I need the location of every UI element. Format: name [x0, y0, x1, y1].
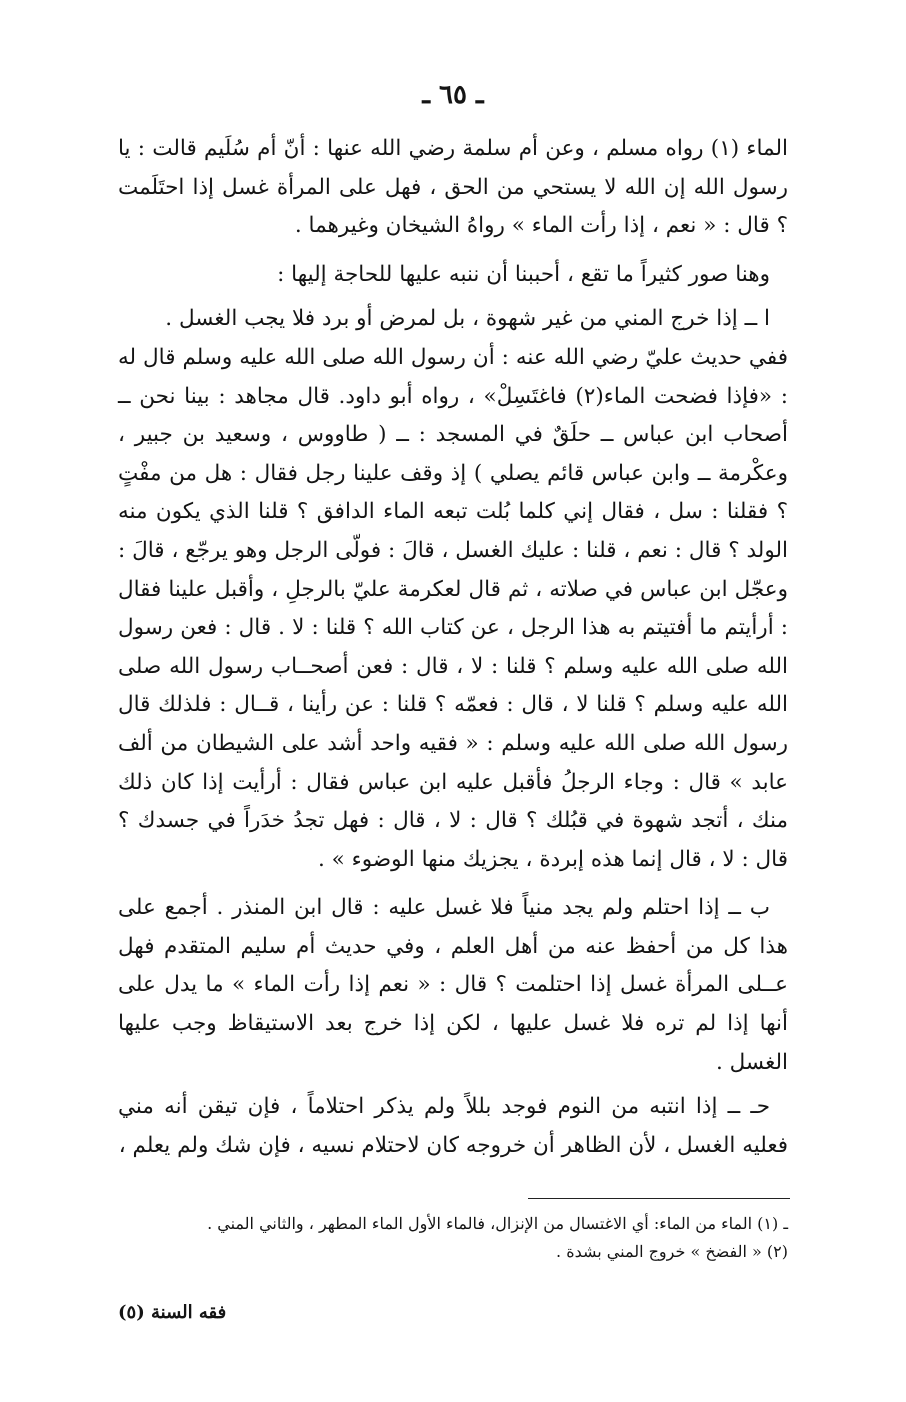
paragraph-case-b: ب ــ إذا احتلم ولم يجد منياً فلا غسل عليه : قال ابن المنذر . أجمع على هذا كل من أحفظ عنه من أهل العلم ، وفي حديث أم سليم المتقدم فهل عــلى المرأة غسل إذا احتلمت ؟ قال : « نعم إذا رأت الماء » ما يدل على أنها إذا لم تره فلا غسل عليها ، لكن إذا خرج بعد الاستيقاظ وجب عليها الغسل . [118, 895, 788, 1075]
main-text [118, 130, 788, 1165]
footnote-separator [528, 1198, 790, 1199]
page-number: ـ ٦٥ ـ [422, 80, 484, 110]
paragraph-case-a: ا ــ إذا خرج المني من غير شهوة ، بل لمرض أو برد فلا يجب الغسل . [165, 306, 770, 332]
paragraph-hadith-umm-sulaym: الماء (١) رواه مسلم ، وعن أم سلمة رضي الله عنها : أنّ أم سُلَيم قالت : يا رسول الله إن الله لا يستحي من الحق ، فهل على المرأة غسل إذا احتَلَمت ؟ قال : « نعم ، إذا رأت الماء » رواهُ الشيخان وغيرهما . [118, 136, 788, 239]
paragraph-intro-cases: وهنا صور كثيراً ما تقع ، أحببنا أن ننبه عليها للحاجة إليها : [277, 261, 770, 287]
footnote-1: ـ (١) الماء من الماء: أي الاغتسال من الإنزال، فالماء الأول الماء المطهر ، والثاني المني . [207, 1214, 788, 1233]
footnote-2: (٢) « الفضخ » خروج المني بشدة . [556, 1242, 788, 1261]
paragraph-hadith-ali: ففي حديث عليّ رضي الله عنه : أن رسول الله صلى الله عليه وسلم قال له : «فإذا فضحت الماء(٢) فاغتَسِلْ» ، رواه أبو داود. قال مجاهد : بينا نحن ــ أصحاب ابن عباس ــ حلَقٌ في المسجد : ــ ( طاووس ، وسعيد بن جبير ، وعكْرمة ــ وابن عباس قائم يصلي ) إذ وقف علينا رجل فقال : هل من مفْتٍ ؟ فقلنا : سل ، فقال إني كلما بُلت تبعه الماء الدافق ؟ قلنا الذي يكون منه الولد ؟ قال : نعم ، قلنا : عليك الغسل ، قالَ : فولّى الرجل وهو يرجّع ، قالَ : وعجّل ابن عباس في صلاته ، ثم قال لعكرمة عليّ بالرجلِ ، وأقبل علينا فقال : أرأيتم ما أفتيتم به هذا الرجل ، عن كتاب الله ؟ قلنا : لا . قال : فعن رسول الله صلى الله عليه وسلم ؟ قلنا : لا ، قال : فعن أصحــاب رسول الله صلى الله عليه وسلم ؟ قلنا لا ، قال : فعمّه ؟ قلنا : عن رأينا ، قــال : فلذلك قال رسول الله صلى الله عليه وسلم : « فقيه واحد أشد على الشيطان من ألف عابد » قال : وجاء الرجلُ فأقبل عليه ابن عباس فقال : أرأيت إذا كان ذلك منك ، أتجد شهوة في قبُلك ؟ قال : لا ، قال : فهل تجدُ خدَراً في جسدك ؟ قال : لا ، قال إنما هذه إبردة ، يجزيك منها الوضوء » . [118, 344, 788, 872]
book-title-text: فقه السنة (٥) [118, 1302, 227, 1323]
book-title-footer [118, 1302, 318, 1323]
footnotes [140, 1210, 788, 1266]
paragraph-case-c: حـ ــ إذا انتبه من النوم فوجد بللاً ولم يذكر احتلاماً ، فإن تيقن أنه مني فعليه الغسل ، لأن الظاهر أن خروجه كان لاحتلام نسيه ، فإن شك ولم يعلم ، [118, 1094, 788, 1158]
